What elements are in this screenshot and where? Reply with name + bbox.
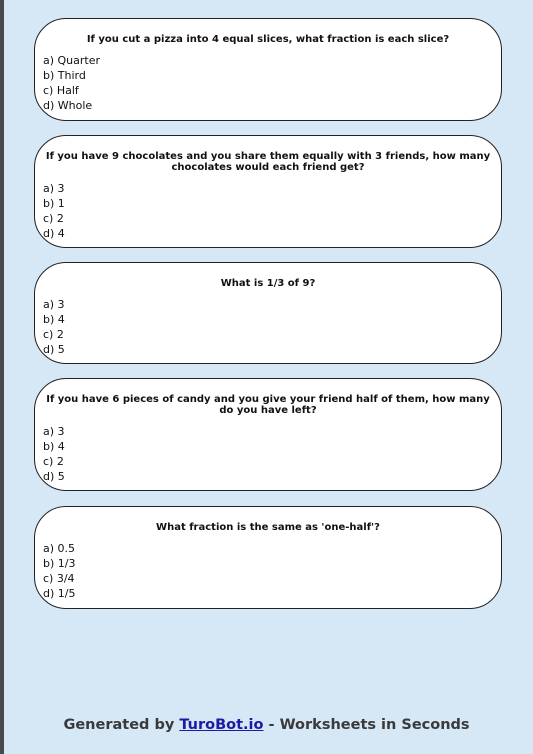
answer-option-a[interactable]: a) Quarter <box>43 54 101 67</box>
answer-option-d[interactable]: d) 4 <box>43 227 65 240</box>
question-text: If you cut a pizza into 4 equal slices, what fraction is each slice? <box>86 34 450 45</box>
answer-option-d[interactable]: d) 1/5 <box>43 587 76 600</box>
answer-option-d[interactable]: d) 5 <box>43 470 65 483</box>
question-card-5 <box>34 506 502 609</box>
answer-option-c[interactable]: c) 2 <box>43 212 64 225</box>
answer-option-a[interactable]: a) 3 <box>43 298 65 311</box>
turobot-link[interactable]: TuroBot.io <box>179 717 264 733</box>
answer-option-b[interactable]: b) 1 <box>43 197 65 210</box>
answer-option-d[interactable]: d) Whole <box>43 99 93 112</box>
answer-options <box>39 541 497 601</box>
question-card-4 <box>34 378 502 491</box>
footer <box>0 717 533 733</box>
answer-options <box>39 53 497 113</box>
footer-suffix: - Worksheets in Seconds <box>263 717 470 733</box>
question-card-3 <box>34 262 502 364</box>
question-text: What fraction is the same as 'one-half'? <box>156 522 380 533</box>
answer-options <box>39 424 497 484</box>
question-text: If you have 9 chocolates and you share them equally with 3 friends, how many chocolates would each friend get? <box>45 151 491 173</box>
answer-option-c[interactable]: c) 3/4 <box>43 572 75 585</box>
answer-option-b[interactable]: b) 4 <box>43 313 65 326</box>
question-card-2 <box>34 135 502 248</box>
answer-option-c[interactable]: c) 2 <box>43 455 64 468</box>
answer-option-b[interactable]: b) 1/3 <box>43 557 76 570</box>
answer-option-b[interactable]: b) Third <box>43 69 86 82</box>
footer-prefix: Generated by <box>63 717 180 733</box>
answer-option-a[interactable]: a) 3 <box>43 182 65 195</box>
question-text: What is 1/3 of 9? <box>220 278 316 289</box>
answer-option-c[interactable]: c) 2 <box>43 328 64 341</box>
answer-option-a[interactable]: a) 0.5 <box>43 542 76 555</box>
question-text: If you have 6 pieces of candy and you give your friend half of them, how many do you have left? <box>46 394 490 416</box>
answer-option-a[interactable]: a) 3 <box>43 425 65 438</box>
answer-options <box>39 181 497 241</box>
answer-option-d[interactable]: d) 5 <box>43 343 65 356</box>
answer-option-b[interactable]: b) 4 <box>43 440 65 453</box>
question-card-1 <box>34 18 502 121</box>
answer-option-c[interactable]: c) Half <box>43 84 79 97</box>
answer-options <box>39 297 497 357</box>
page-edge <box>0 0 4 754</box>
